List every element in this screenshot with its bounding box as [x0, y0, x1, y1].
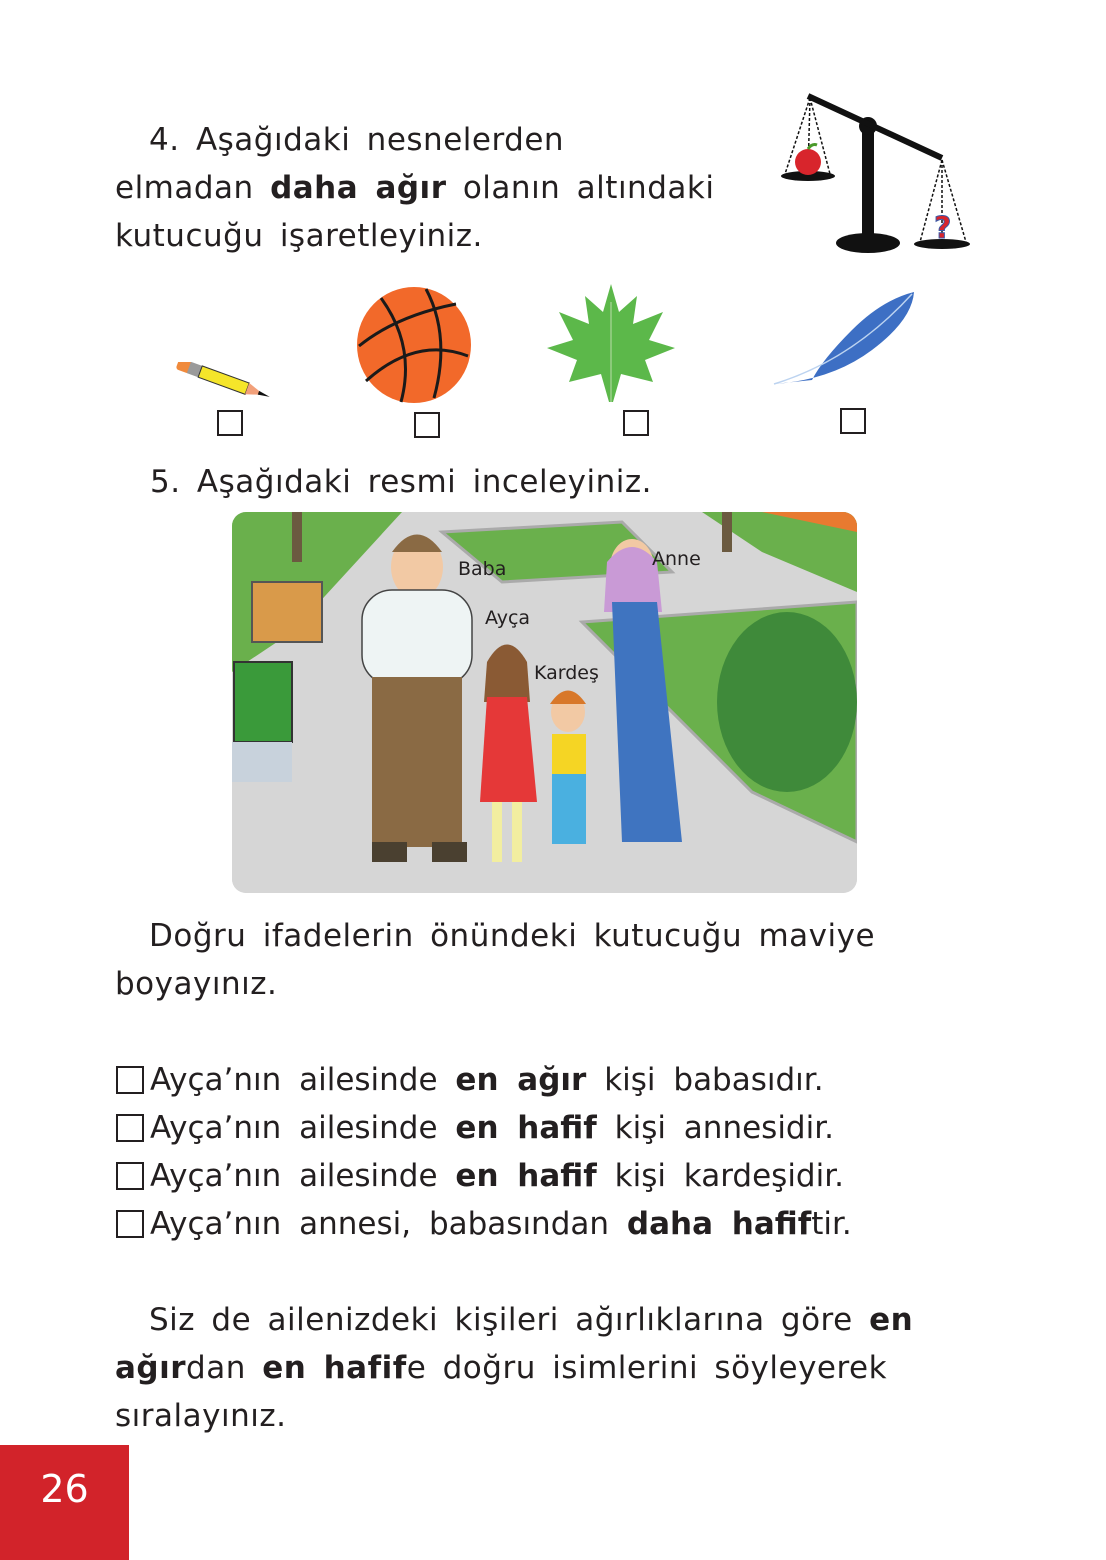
statement-text: kişi kardeşidir. — [614, 1158, 844, 1194]
question-5-title: 5. Aşağıdaki resmi inceleyiniz. — [150, 464, 653, 500]
statement-checkbox[interactable] — [116, 1210, 144, 1238]
final-emphasis: en — [869, 1302, 914, 1338]
checkbox-leaf[interactable] — [623, 410, 649, 436]
question-mark-icon: ? — [934, 211, 952, 246]
page-number: 26 — [40, 1467, 89, 1511]
statement-checkbox[interactable] — [116, 1066, 144, 1094]
question-number: 4. — [149, 122, 180, 158]
final-text: sıralayınız. — [115, 1398, 287, 1434]
statement-emphasis: en hafif — [455, 1158, 597, 1194]
instruction-text — [115, 912, 915, 1008]
checkbox-feather[interactable] — [840, 408, 866, 434]
feather-icon — [772, 290, 917, 390]
final-paragraph — [115, 1296, 955, 1440]
statement-item — [116, 1104, 852, 1152]
statement-checkbox[interactable] — [116, 1114, 144, 1142]
statement-text: Ayça’nın ailesinde — [150, 1062, 438, 1098]
page-number-tab — [0, 1445, 129, 1560]
balance-scale-icon — [770, 88, 980, 268]
basketball-icon — [356, 286, 472, 404]
final-emphasis: ağır — [115, 1350, 187, 1386]
statement-emphasis: en ağır — [455, 1062, 587, 1098]
statement-text: kişi babasıdır. — [604, 1062, 824, 1098]
final-text: dan — [186, 1350, 246, 1386]
instruction-line1: Doğru ifadelerin önündeki kutucuğu maviye — [149, 918, 876, 954]
label-ayca: Ayça — [485, 607, 531, 629]
final-emphasis: en hafif — [262, 1350, 407, 1386]
family-park-illustration — [232, 512, 857, 893]
question-4-text — [115, 116, 735, 260]
q4-line3: kutucuğu işaretleyiniz. — [115, 218, 483, 254]
statement-list — [116, 1056, 852, 1248]
statement-text: Ayça’nın annesi, babasından — [150, 1206, 610, 1242]
statement-emphasis: daha hafif — [626, 1206, 812, 1242]
statement-text: kişi annesidir. — [614, 1110, 834, 1146]
final-text: Siz de ailenizdeki kişileri ağırlıklarına göre — [149, 1302, 853, 1338]
statement-text: Ayça’nın ailesinde — [150, 1110, 438, 1146]
q4-line2-post: olanın altındaki — [462, 170, 715, 206]
statement-item — [116, 1056, 852, 1104]
label-kardes: Kardeş — [534, 662, 599, 684]
checkbox-pencil[interactable] — [217, 410, 243, 436]
park-scene-icon — [232, 512, 857, 893]
final-text: e doğru isimlerini söyleyerek — [406, 1350, 888, 1386]
statement-text: tir. — [811, 1206, 852, 1242]
statement-text: Ayça’nın ailesinde — [150, 1158, 438, 1194]
checkbox-basketball[interactable] — [414, 412, 440, 438]
q4-line2-pre: elmadan — [115, 170, 254, 206]
label-anne: Anne — [652, 548, 701, 570]
q4-line1: Aşağıdaki nesnelerden — [195, 122, 565, 158]
maple-leaf-icon — [545, 282, 677, 404]
instruction-line2: boyayınız. — [115, 966, 278, 1002]
statement-emphasis: en hafif — [455, 1110, 597, 1146]
statement-checkbox[interactable] — [116, 1162, 144, 1190]
pencil-icon — [168, 362, 278, 402]
statement-item — [116, 1200, 852, 1248]
statement-item — [116, 1152, 852, 1200]
label-baba: Baba — [458, 558, 507, 580]
q4-emphasis: daha ağır — [270, 170, 447, 206]
apple-icon — [795, 149, 821, 175]
